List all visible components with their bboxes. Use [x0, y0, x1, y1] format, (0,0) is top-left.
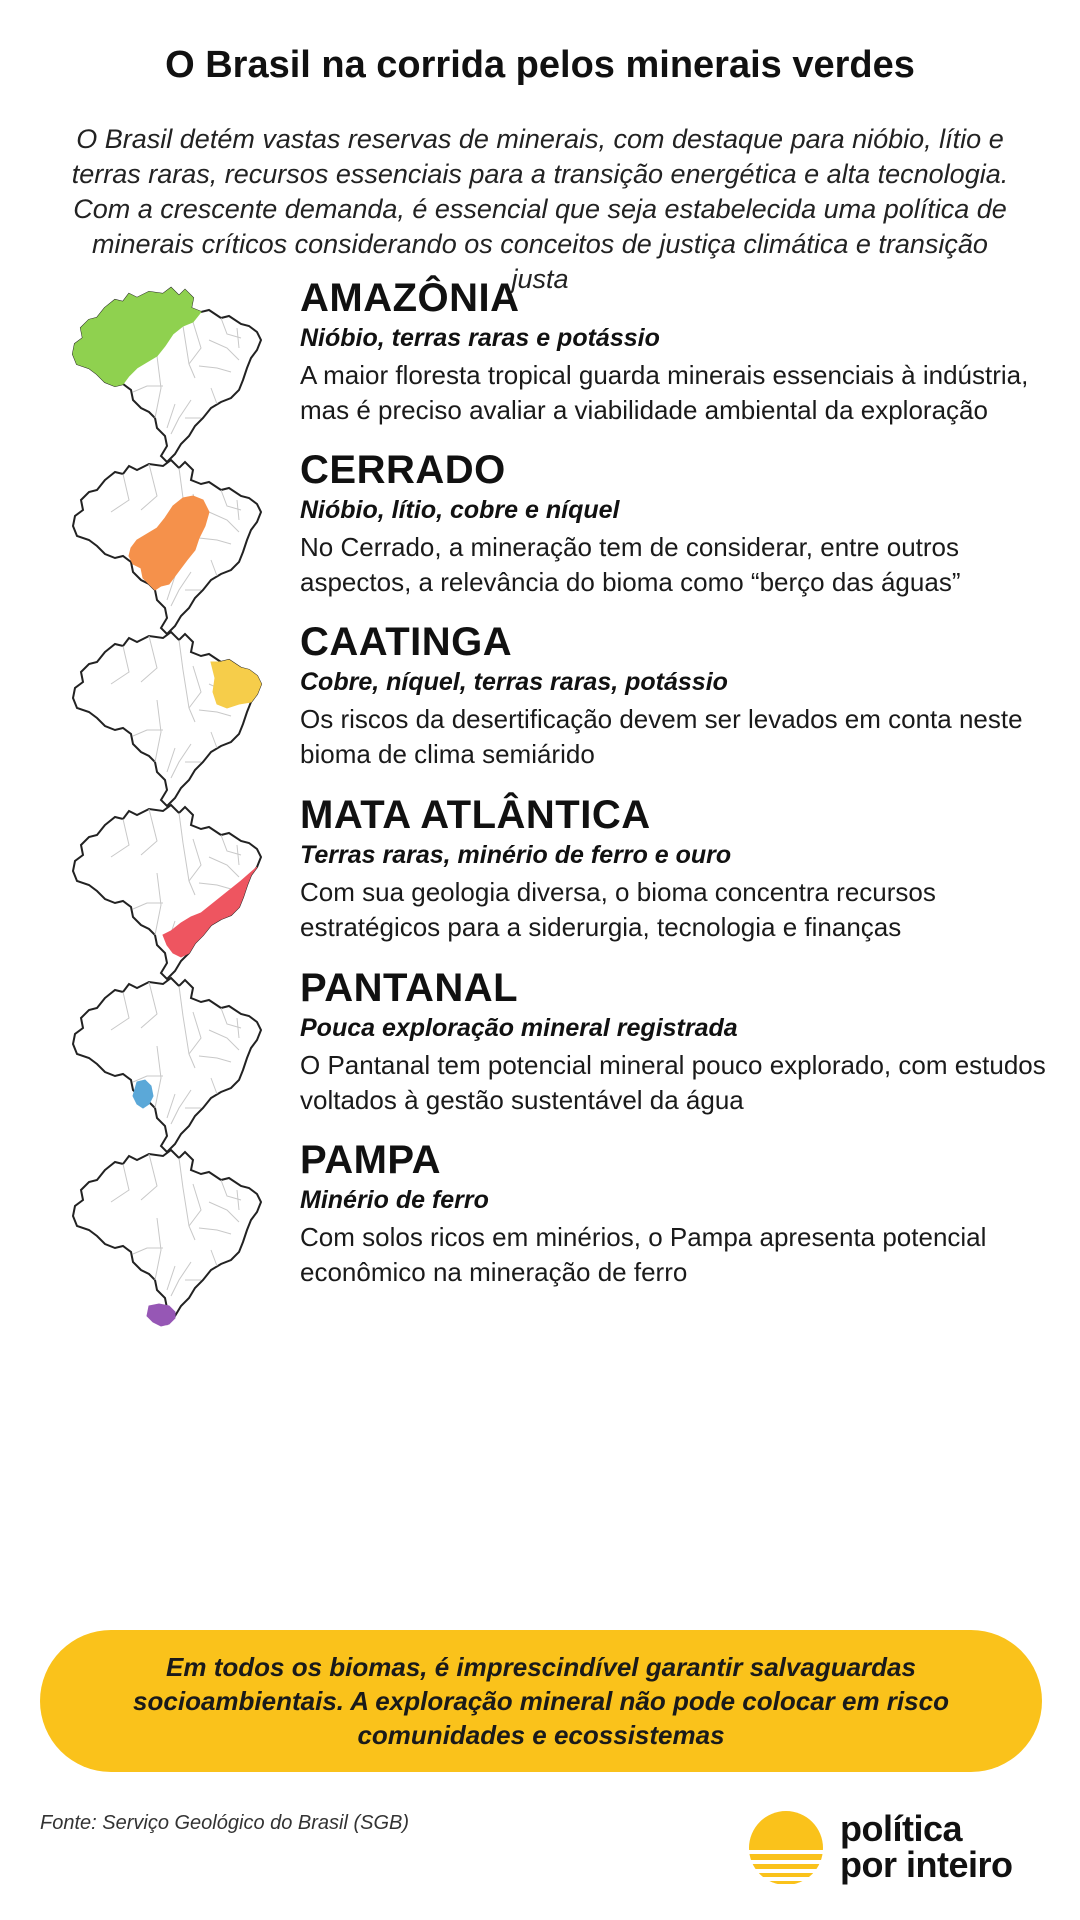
biome-row: [0, 268, 1080, 468]
biome-row: [0, 1130, 1080, 1330]
biome-minerals: Pouca exploração mineral registrada: [300, 1014, 738, 1042]
brazil-map-caatinga-icon: [66, 612, 276, 812]
page-title: O Brasil na corrida pelos minerais verdes: [165, 44, 915, 86]
biome-name: PAMPA: [300, 1138, 442, 1182]
brazil-outline: [73, 632, 261, 806]
biome-name: CERRADO: [300, 448, 506, 492]
biome-name: CAATINGA: [300, 620, 513, 664]
brazil-map-amazonia-icon: [66, 268, 276, 468]
biome-name: MATA ATLÂNTICA: [300, 793, 651, 837]
logo-line-1: política: [840, 1808, 963, 1849]
biome-name: AMAZÔNIA: [300, 276, 520, 320]
biome-region: [211, 660, 261, 708]
callout-text: Em todos os biomas, é imprescindível garantir salvaguardas socioambientais. A exploração mineral não pode colocar em risco comunidades e ecossistemas: [133, 1652, 949, 1750]
biome-name: PANTANAL: [300, 966, 519, 1010]
biome-description: No Cerrado, a mineração tem de considerar, entre outros aspectos, a relevância do bioma como “berço das águas”: [300, 532, 961, 597]
biome-minerals: Cobre, níquel, terras raras, potássio: [300, 668, 728, 696]
brazil-outline: [73, 978, 261, 1152]
biome-minerals: Terras raras, minério de ferro e ouro: [300, 841, 732, 869]
biome-minerals: Minério de ferro: [300, 1186, 489, 1214]
intro-text: O Brasil detém vastas reservas de minerais, com destaque para nióbio, lítio e terras raras, recursos essenciais para a transição energética e alta tecnologia. Com a crescente demanda, é essencial que seja estabelecida uma política de minerais críticos considerando os conceitos de justiça climática e transição justa: [71, 124, 1009, 294]
logo-line-2: por inteiro: [840, 1844, 1013, 1885]
biome-row: [0, 440, 1080, 640]
biome-region: [147, 1304, 175, 1326]
biome-description: O Pantanal tem potencial mineral pouco explorado, com estudos voltados à gestão sustentável da água: [300, 1050, 1046, 1115]
biome-row: [0, 958, 1080, 1158]
brazil-map-pantanal-icon: [66, 958, 276, 1158]
biome-description: Com solos ricos em minérios, o Pampa apresenta potencial econômico na mineração de ferro: [300, 1222, 987, 1287]
callout-banner: [40, 1630, 1042, 1772]
biome-row: [0, 612, 1080, 812]
biome-description: Os riscos da desertificação devem ser levados em conta neste bioma de clima semiárido: [300, 704, 1023, 769]
biome-minerals: Nióbio, lítio, cobre e níquel: [300, 496, 620, 524]
brazil-map-cerrado-icon: [66, 440, 276, 640]
biome-description: Com sua geologia diversa, o bioma concentra recursos estratégicos para a siderurgia, tecnologia e finanças: [300, 877, 936, 942]
source-note: Fonte: Serviço Geológico do Brasil (SGB): [40, 1812, 410, 1834]
biome-row: [0, 785, 1080, 985]
brand-logo: [748, 1808, 1048, 1888]
sun-logo-icon: [748, 1810, 824, 1886]
biome-description: A maior floresta tropical guarda minerais essenciais à indústria, mas é preciso avaliar a viabilidade ambiental da exploração: [300, 360, 1029, 425]
brazil-map-mata-atlantica-icon: [66, 785, 276, 985]
brazil-map-pampa-icon: [66, 1130, 276, 1330]
biome-minerals: Nióbio, terras raras e potássio: [300, 324, 660, 352]
brazil-outline: [73, 1150, 261, 1324]
